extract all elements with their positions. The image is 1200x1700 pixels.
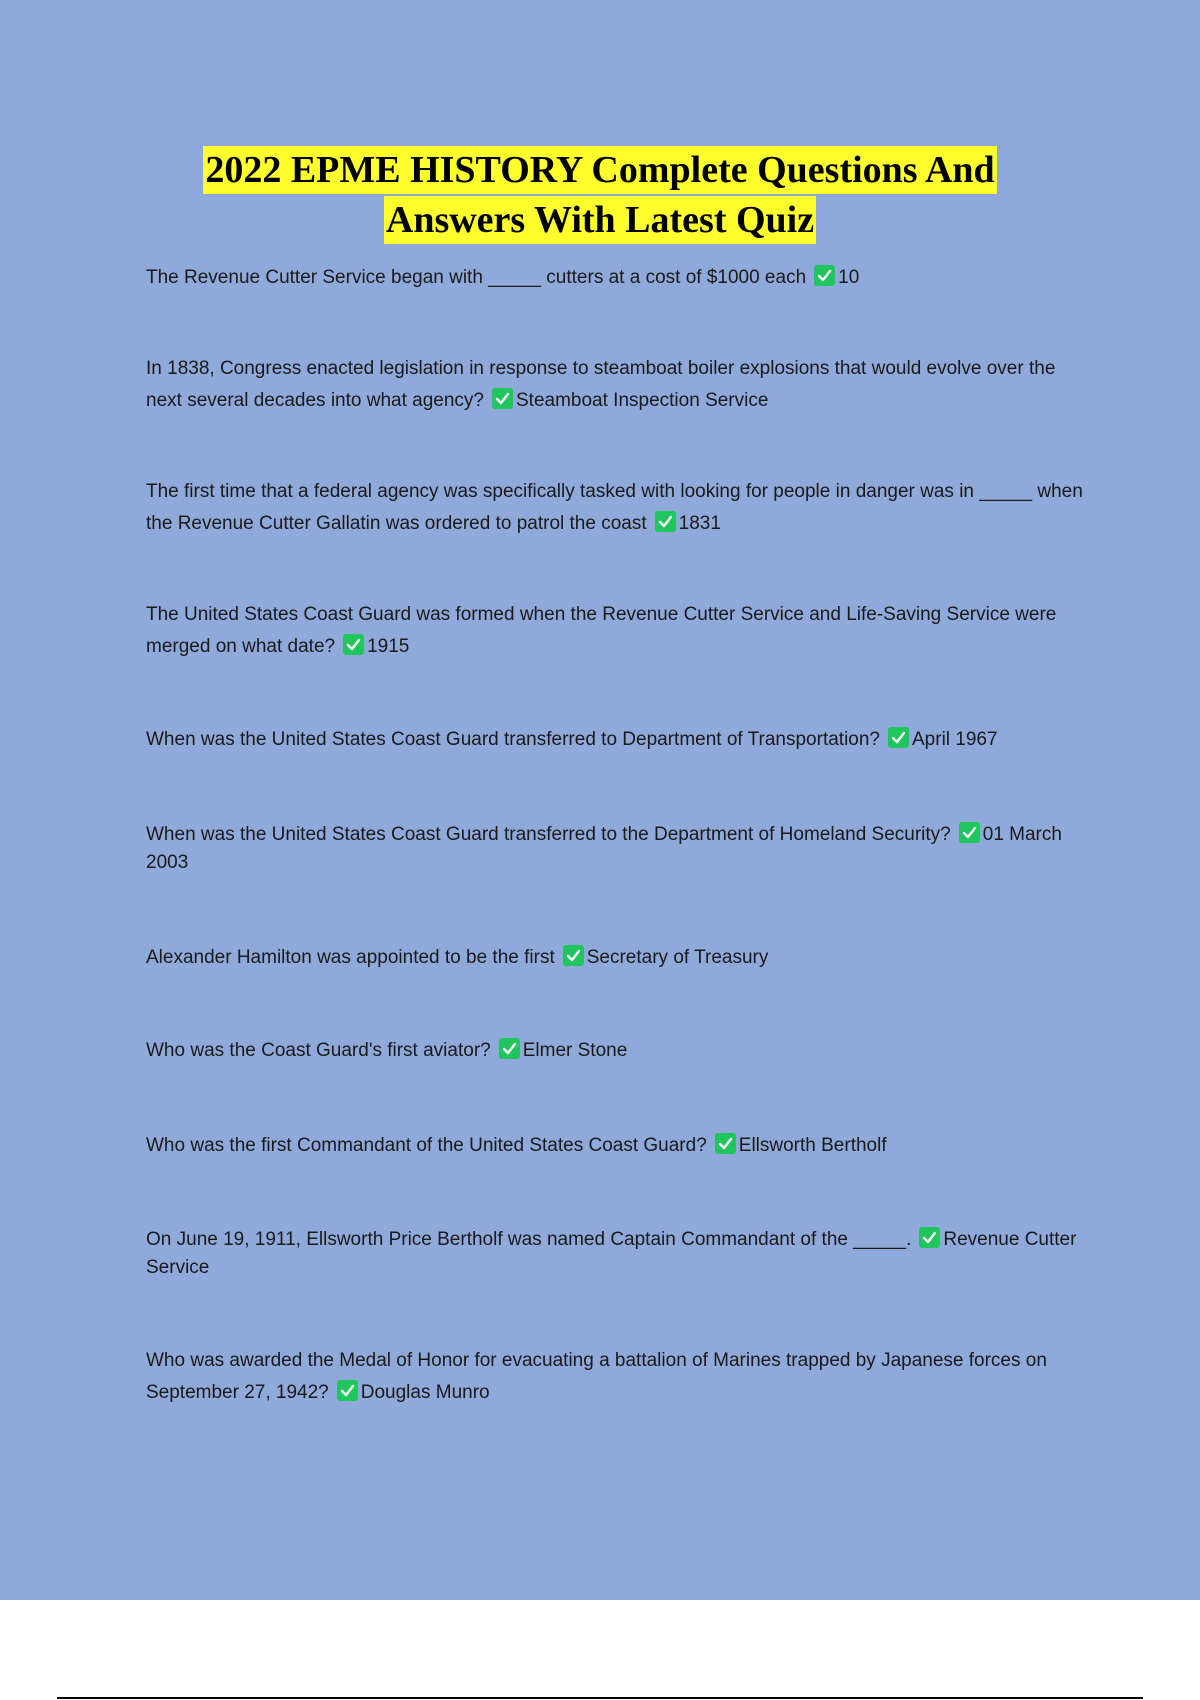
check-icon [492, 388, 513, 409]
question-text: When was the United States Coast Guard transferred to the Department of Homeland Security? [146, 824, 951, 845]
page-footer-rule [57, 1697, 1143, 1699]
qa-item [146, 262, 1086, 294]
qa-item [146, 1130, 1086, 1162]
qa-item [146, 1035, 1086, 1067]
question-text: The United States Coast Guard was formed when the Revenue Cutter Service and Life-Saving Service were merged on what date? [146, 604, 1057, 657]
qa-item [146, 1226, 1086, 1282]
qa-item [146, 724, 1086, 756]
check-icon [715, 1133, 736, 1154]
answer-text: Ellsworth Bertholf [738, 1135, 887, 1156]
question-text: When was the United States Coast Guard transferred to Department of Transportation? [146, 729, 880, 750]
question-text: On June 19, 1911, Ellsworth Price Bertholf was named Captain Commandant of the _____. [146, 1229, 912, 1250]
question-text: The Revenue Cutter Service began with _____ cutters at a cost of $1000 each [146, 267, 807, 288]
question-text: Who was the Coast Guard's first aviator? [146, 1040, 491, 1061]
check-icon [814, 265, 835, 286]
question-text: In 1838, Congress enacted legislation in response to steamboat boiler explosions that would evolve over the next several decades into what agency? [146, 358, 1056, 411]
question-text: Who was awarded the Medal of Honor for evacuating a battalion of Marines trapped by Japanese forces on September 27, 1942? [146, 1350, 1047, 1403]
answer-text: 1915 [367, 636, 410, 657]
check-icon [959, 822, 980, 843]
answer-text: Secretary of Treasury [586, 947, 769, 968]
qa-item [146, 1345, 1086, 1409]
check-icon [655, 511, 676, 532]
answer-text: April 1967 [912, 729, 998, 750]
question-text: Alexander Hamilton was appointed to be the first [146, 947, 555, 968]
answer-text: Revenue Cutter Service [146, 1229, 1077, 1278]
title-line-1: 2022 EPME HISTORY Complete Questions And [203, 146, 996, 194]
answer-text: 01 March 2003 [146, 824, 1062, 873]
answer-text: 10 [838, 267, 860, 288]
answer-text: 1831 [678, 513, 721, 534]
qa-item [146, 942, 1086, 974]
answer-text: Douglas Munro [360, 1382, 490, 1403]
document-title [0, 146, 1200, 244]
answer-text: Steamboat Inspection Service [516, 390, 769, 411]
question-text: Who was the first Commandant of the United States Coast Guard? [146, 1135, 707, 1156]
check-icon [499, 1038, 520, 1059]
check-icon [337, 1380, 358, 1401]
question-text: The first time that a federal agency was specifically tasked with looking for people in danger was in _____ when the Revenue Cutter Gallatin was ordered to patrol the coast [146, 481, 1083, 534]
qa-item [146, 476, 1086, 540]
qa-item [146, 599, 1086, 663]
qa-item [146, 821, 1086, 877]
answer-text: Elmer Stone [522, 1040, 628, 1061]
check-icon [343, 634, 364, 655]
title-line-2: Answers With Latest Quiz [384, 196, 816, 244]
qa-item [146, 353, 1086, 417]
check-icon [919, 1227, 940, 1248]
check-icon [563, 945, 584, 966]
check-icon [888, 727, 909, 748]
